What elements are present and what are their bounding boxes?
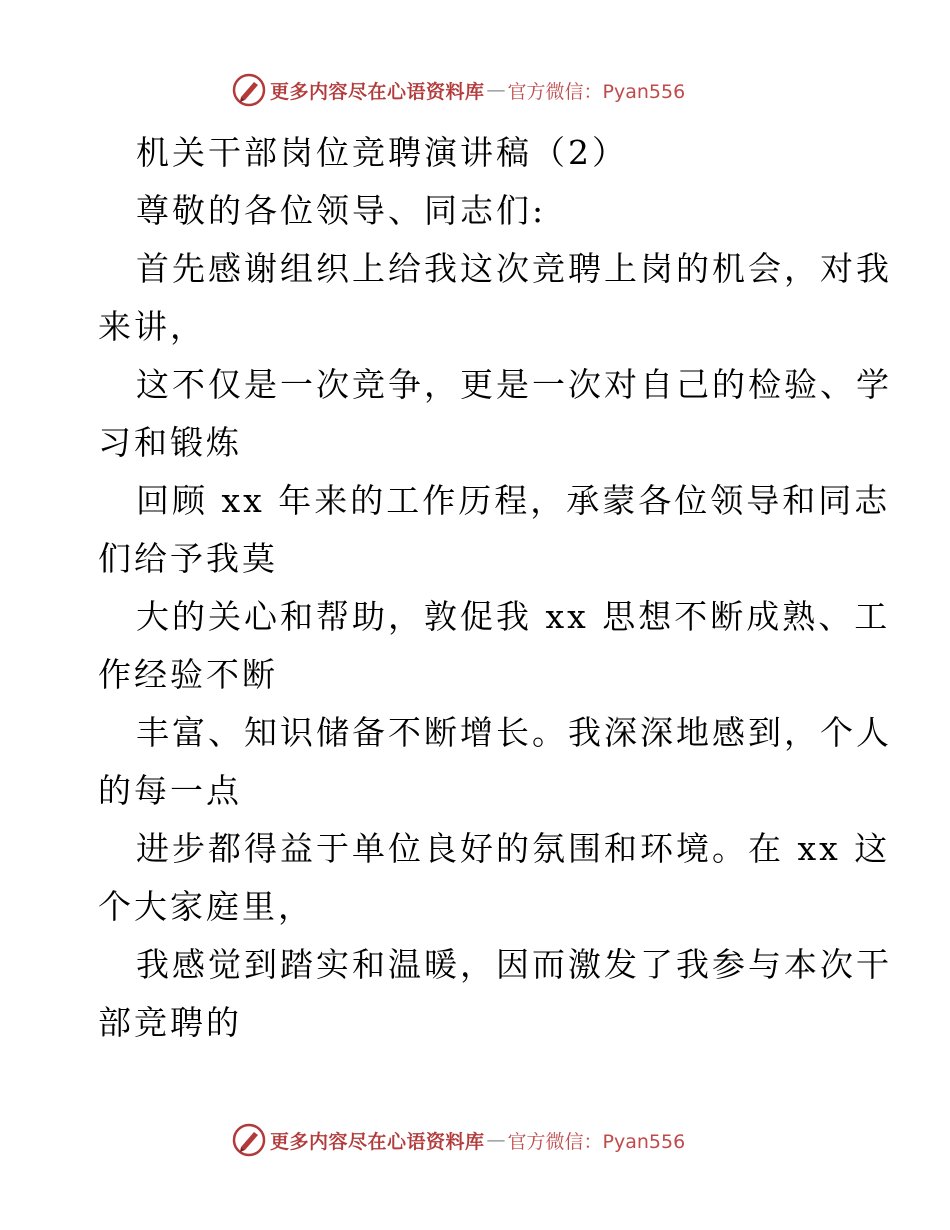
logo-icon xyxy=(232,1123,266,1157)
banner-separator: — xyxy=(486,1129,506,1151)
footer-banner xyxy=(232,1120,732,1160)
paragraph-line: 我感觉到踏实和温暖，因而激发了我参与本次干 xyxy=(136,945,892,984)
paragraph-line: 丰富、知识储备不断增长。我深深地感到，个人 xyxy=(136,713,892,752)
banner-separator: — xyxy=(486,79,506,101)
paragraph-line: 这不仅是一次竞争，更是一次对自己的检验、学 xyxy=(136,365,892,404)
paragraph-line: 个大家庭里， xyxy=(98,887,314,926)
paragraph-line: 进步都得益于单位良好的氛围和环境。在 xx 这 xyxy=(136,829,891,868)
banner-brand-text: 更多内容尽在心语资料库 xyxy=(270,1130,485,1153)
paragraph-line: 作经验不断 xyxy=(98,655,278,694)
paragraph-line: 习和锻炼 xyxy=(98,423,242,462)
paragraph-line: 回顾 xx 年来的工作历程，承蒙各位领导和同志 xyxy=(136,481,891,520)
banner-wechat-text: 官方微信：Pyan556 xyxy=(507,1130,686,1153)
paragraph-line: 们给予我莫 xyxy=(98,539,278,578)
banner-wechat-text: 官方微信：Pyan556 xyxy=(507,80,686,103)
banner-brand-text: 更多内容尽在心语资料库 xyxy=(270,80,485,103)
header-banner xyxy=(232,70,732,110)
document-title: 机关干部岗位竞聘演讲稿（2） xyxy=(136,133,628,172)
paragraph-line: 的每一点 xyxy=(98,771,242,810)
salutation-line: 尊敬的各位领导、同志们: xyxy=(136,191,547,230)
document-body xyxy=(98,124,892,1052)
paragraph-line: 来讲， xyxy=(98,307,206,346)
logo-icon xyxy=(232,73,266,107)
paragraph-line: 部竞聘的 xyxy=(98,1003,242,1042)
paragraph-line: 首先感谢组织上给我这次竞聘上岗的机会，对我 xyxy=(136,249,892,288)
paragraph-line: 大的关心和帮助，敦促我 xx 思想不断成熟、工 xyxy=(136,597,891,636)
